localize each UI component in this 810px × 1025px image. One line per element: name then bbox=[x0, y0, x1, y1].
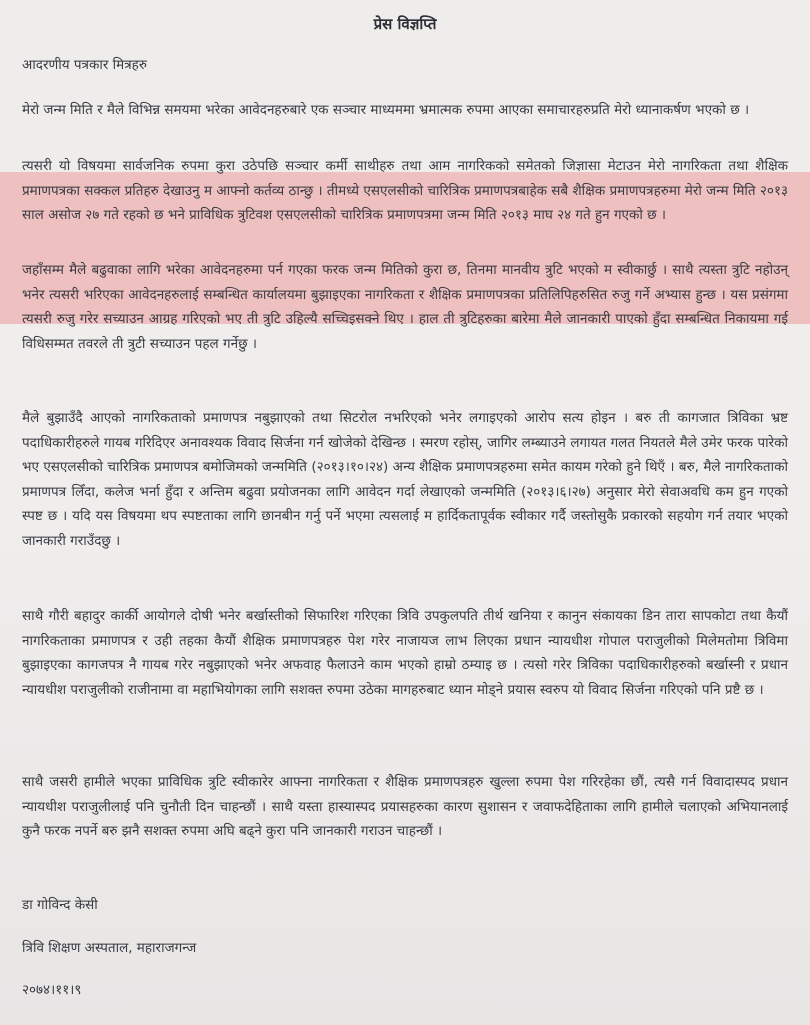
paragraph-6: साथै जसरी हामीले भएका प्राविधिक त्रुटि स्वीकारेर आफ्ना नागरिकता र शैक्षिक प्रमाणपत्रहरु खुल्ला रुपमा पेश गरिरहेका छौं, त्यसै गर्न विवादास्पद प्रधान न्यायधीश पराजुलीलाई पनि चुनौती दिन चाहन्छौं । साथै यस्ता हास्यास्पद प्रयासहरुका कारण सुशासन र जवाफदेहिताका लागि हामीले चलाएको अभियानलाई कुनै फरक नपर्ने बरु झनै सशक्त रुपमा अघि बढ्ने कुरा पनि जानकारी गराउन चाहन्छौं । bbox=[22, 774, 788, 839]
document-title: प्रेस विज्ञप्ति bbox=[373, 15, 437, 33]
document-date: २०७४।११।९ bbox=[22, 982, 82, 998]
salutation: आदरणीय पत्रकार मित्रहरु bbox=[22, 57, 147, 73]
paragraph-3: जहाँसम्म मैले बढुवाका लागि भरेका आवेदनहरुमा पर्न गएका फरक जन्म मितिको कुरा छ, तिनमा मानवीय त्रुटि भएको म स्वीकार्छु । साथै त्यस्ता त्रुटि नहोउन् भनेर त्यसरी भरिएका आवेदनहरुलाई सम्बन्धित कार्यालयमा बुझाइएका नागरिकता र शैक्षिक प्रमाणपत्रका प्रतिलिपिहरुसित रुजु गर्ने अभ्यास हुन्छ । यस प्रसंगमा त्यसरी रुजु गरेर सच्याउन आग्रह गरिएको भए ती त्रुटि उहिल्यै सच्चिइसक्ने थिए । हाल ती त्रुटिहरुका बारेमा मैले जानकारी पाएको हुँदा सम्बन्धित निकायमा गई विधिसम्मत तवरले ती त्रुटी सच्याउन पहल गर्नेछु । bbox=[22, 262, 788, 352]
signatory-name: डा गोविन्द केसी bbox=[22, 897, 98, 913]
paragraph-2: त्यसरी यो विषयमा सार्वजनिक रुपमा कुरा उठेपछि सञ्चार कर्मी साथीहरु तथा आम नागरिकको समेतको जिज्ञासा मेटाउन मेरो नागरिकता तथा शैक्षिक प्रमाणपत्रका सक्कल प्रतिहरु देखाउनु म आफ्नो कर्तव्य ठान्छु । तीमध्ये एसएलसीको चारित्रिक प्रमाणपत्रबाहेक सबै शैक्षिक प्रमाणपत्रहरुमा मेरो जन्म मिति २०१३ साल असोज २७ गते रहको छ भने प्राविधिक त्रुटिवश एसएलसीको चारित्रिक प्रमाणपत्रमा जन्म मिति २०१३ माघ २४ गते हुन गएको छ । bbox=[22, 158, 788, 223]
paragraph-1: मेरो जन्म मिति र मैले विभिन्न समयमा भरेका आवेदनहरुबारे एक सञ्चार माध्यममा भ्रमात्मक रुपमा आएका समाचारहरुप्रति मेरो ध्यानाकर्षण भएको छ । bbox=[22, 102, 750, 118]
paragraph-5: साथै गौरी बहादुर कार्की आयोगले दोषी भनेर बर्खास्तीको सिफारिश गरिएका त्रिवि उपकुलपति तीर्थ खनिया र कानुन संकायका डिन तारा सापकोटा तथा कैयौं नागरिकताका प्रमाणपत्र र उही तहका कैयौं शैक्षिक प्रमाणपत्रहरु पेश गरेर नाजायज लाभ लिएका प्रधान न्यायधीश गोपाल पराजुलीको मिलेमतोमा त्रिविमा बुझाइएका कागजपत्र नै गायब गरेर नबुझाएको भनेर अफवाह फैलाउने काम भएको हाम्रो ठम्याइ छ । त्यसो गरेर त्रिविका पदाधिकारीहरुको बर्खास्नी र प्रधान न्यायधीश पराजुलीको राजीनामा वा महाभियोगका लागि सशक्त रुपमा उठेका मागहरुबाट ध्यान मोड्ने प्रयास स्वरुप यो विवाद सिर्जना गरिएको पनि प्रष्टै छ । bbox=[22, 608, 788, 698]
paragraph-4: मैले बुझाउँदै आएको नागरिकताको प्रमाणपत्र नबुझाएको तथा सिटरोल नभरिएको भनेर लगाइएको आरोप सत्य होइन । बरु ती कागजात त्रिविका भ्रष्ट पदाधिकारीहरुले गायब गरिदिएर अनावश्यक विवाद सिर्जना गर्न खोजेको देखिन्छ । स्मरण रहोस्, जागिर लम्ब्याउने लगायत गलत नियतले मैले उमेर फरक पारेको भए एसएलसीको चारित्रिक प्रमाणपत्र बमोजिमको जन्ममिति (२०१३।१०।२४) अन्य शैक्षिक प्रमाणपत्रहरुमा समेत कायम गरेको हुने थिएँ । बरु, मैले नागरिकताको प्रमाणपत्र लिँदा, कलेज भर्ना हुँदा र अन्तिम बढुवा प्रयोजनका लागि आवेदन गर्दा लेखाएको जन्ममिति (२०१३।६।२७) अनुसार मेरो सेवाअवधि कम हुन गएको स्पष्ट छ । यदि यस विषयमा थप स्पष्टताका लागि छानबीन गर्नु पर्ने भएमा त्यसलाई म हार्दिकतापूर्वक स्वीकार गर्दै जस्तोसुकै प्रकारको सहयोग गर्न तयार भएको जानकारी गराउँदछु । bbox=[22, 410, 788, 549]
signatory-affiliation: त्रिवि शिक्षण अस्पताल, महाराजगन्ज bbox=[22, 940, 197, 956]
